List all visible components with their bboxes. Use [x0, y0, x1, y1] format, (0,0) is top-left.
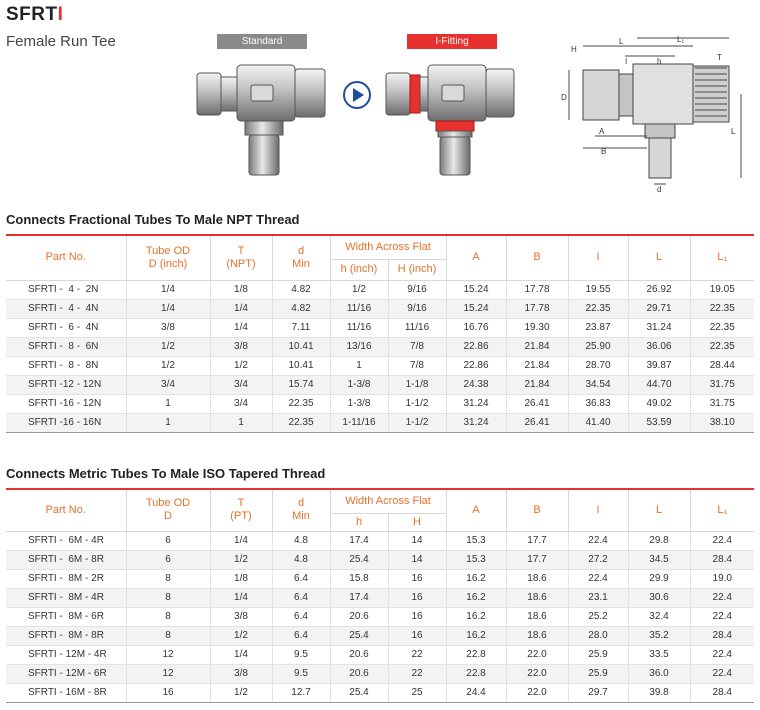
table-cell: 7.11: [272, 318, 330, 337]
col-h-large: H: [388, 513, 446, 531]
table-cell: 17.7: [506, 531, 568, 550]
metric-table: [6, 488, 754, 703]
table-row: [6, 394, 754, 413]
col-d: d Min: [272, 235, 330, 280]
table-cell: 3/4: [210, 375, 272, 394]
table-cell: 25.4: [330, 550, 388, 569]
table-cell: 6: [126, 550, 210, 569]
table-cell: 25: [388, 683, 446, 702]
col-t: T (NPT): [210, 235, 272, 280]
col-i: I: [568, 235, 628, 280]
table-row: [6, 626, 754, 645]
table-cell: 4.82: [272, 299, 330, 318]
table-cell: 11/16: [330, 299, 388, 318]
table-cell: 28.44: [690, 356, 754, 375]
table-cell: 24.4: [446, 683, 506, 702]
table-cell: 22.35: [568, 299, 628, 318]
part-number-cell: SFRTI - 8M - 4R: [6, 588, 126, 607]
table-cell: 1: [126, 394, 210, 413]
table-cell: 1/4: [210, 645, 272, 664]
table-cell: 3/4: [126, 375, 210, 394]
table-cell: 22: [388, 664, 446, 683]
col-tube-od: Tube OD D: [126, 489, 210, 531]
i-fitting-tag: I-Fitting: [407, 34, 497, 49]
part-number-cell: SFRTI - 6 - 4N: [6, 318, 126, 337]
svg-text:d: d: [657, 185, 662, 194]
col-a: A: [446, 235, 506, 280]
table-cell: 9.5: [272, 664, 330, 683]
table-cell: 8: [126, 607, 210, 626]
table-cell: 6.4: [272, 569, 330, 588]
table-cell: 22.8: [446, 664, 506, 683]
table-cell: 7/8: [388, 356, 446, 375]
table-cell: 15.3: [446, 531, 506, 550]
table-cell: 30.6: [628, 588, 690, 607]
col-b: B: [506, 235, 568, 280]
dimension-diagram: [555, 34, 755, 194]
table-row: [6, 683, 754, 702]
table-row: [6, 569, 754, 588]
table-cell: 9/16: [388, 280, 446, 299]
svg-text:h: h: [657, 57, 662, 66]
svg-text:B: B: [601, 147, 607, 156]
table-cell: 25.2: [568, 607, 628, 626]
table-cell: 17.78: [506, 299, 568, 318]
table-cell: 1-1/2: [388, 413, 446, 432]
table-cell: 14: [388, 531, 446, 550]
table-cell: 39.8: [628, 683, 690, 702]
col-part-no: Part No.: [6, 235, 126, 280]
table-row: [6, 550, 754, 569]
table-cell: 3/8: [210, 607, 272, 626]
table-cell: 29.8: [628, 531, 690, 550]
svg-text:T: T: [717, 53, 722, 62]
table-row: [6, 645, 754, 664]
table-cell: 7/8: [388, 337, 446, 356]
product-code: SFRTI: [6, 4, 64, 25]
table-cell: 28.70: [568, 356, 628, 375]
table-cell: 1/8: [210, 280, 272, 299]
table-cell: 34.5: [628, 550, 690, 569]
table-cell: 1/4: [126, 280, 210, 299]
table-cell: 6.4: [272, 626, 330, 645]
table-cell: 4.8: [272, 531, 330, 550]
svg-text:D: D: [561, 93, 567, 102]
col-l: L: [628, 235, 690, 280]
table-cell: 22.4: [690, 588, 754, 607]
table-row: [6, 664, 754, 683]
table-cell: 4.8: [272, 550, 330, 569]
table-cell: 34.54: [568, 375, 628, 394]
part-number-cell: SFRTI -16 - 16N: [6, 413, 126, 432]
table-cell: 29.71: [628, 299, 690, 318]
table-cell: 1: [210, 413, 272, 432]
table-cell: 3/8: [210, 337, 272, 356]
table-row: [6, 337, 754, 356]
table-cell: 22.35: [690, 337, 754, 356]
table-cell: 23.1: [568, 588, 628, 607]
table-cell: 16: [388, 626, 446, 645]
col-b: B: [506, 489, 568, 531]
part-number-cell: SFRTI - 6M - 8R: [6, 550, 126, 569]
fractional-table: [6, 234, 754, 433]
table-cell: 22.86: [446, 356, 506, 375]
table-cell: 1/4: [210, 531, 272, 550]
table-cell: 28.4: [690, 683, 754, 702]
table-row: [6, 318, 754, 337]
table-cell: 11/16: [388, 318, 446, 337]
table-cell: 1-1/2: [388, 394, 446, 413]
table-cell: 15.74: [272, 375, 330, 394]
table-cell: 16: [388, 588, 446, 607]
table-cell: 9/16: [388, 299, 446, 318]
table-cell: 18.6: [506, 607, 568, 626]
table-cell: 16: [388, 569, 446, 588]
part-number-cell: SFRTI - 8M - 6R: [6, 607, 126, 626]
table-cell: 26.41: [506, 394, 568, 413]
table-cell: 6.4: [272, 607, 330, 626]
table-cell: 31.24: [628, 318, 690, 337]
svg-text:L₁: L₁: [677, 35, 685, 44]
table-cell: 13/16: [330, 337, 388, 356]
table-cell: 1-3/8: [330, 375, 388, 394]
table-cell: 22: [388, 645, 446, 664]
table-cell: 1: [126, 413, 210, 432]
table-cell: 25.90: [568, 337, 628, 356]
table-cell: 22.35: [272, 413, 330, 432]
table-cell: 28.4: [690, 550, 754, 569]
part-number-cell: SFRTI - 4 - 4N: [6, 299, 126, 318]
table-cell: 22.8: [446, 645, 506, 664]
table-cell: 16.2: [446, 588, 506, 607]
col-part-no: Part No.: [6, 489, 126, 531]
table-cell: 1/8: [210, 569, 272, 588]
table-cell: 17.7: [506, 550, 568, 569]
table-cell: 1-3/8: [330, 394, 388, 413]
table-cell: 26.41: [506, 413, 568, 432]
table-cell: 12: [126, 664, 210, 683]
table-cell: 28.0: [568, 626, 628, 645]
col-i: I: [568, 489, 628, 531]
part-number-cell: SFRTI - 12M - 6R: [6, 664, 126, 683]
table-cell: 19.05: [690, 280, 754, 299]
table-cell: 16.2: [446, 607, 506, 626]
table-cell: 1/4: [210, 588, 272, 607]
table-cell: 25.4: [330, 683, 388, 702]
table-cell: 1/2: [210, 683, 272, 702]
svg-text:I: I: [625, 57, 628, 66]
table-cell: 24.38: [446, 375, 506, 394]
table-cell: 19.0: [690, 569, 754, 588]
table-cell: 20.6: [330, 645, 388, 664]
col-h-small: h (inch): [330, 259, 388, 280]
table-cell: 1/2: [126, 337, 210, 356]
col-tube-od: Tube OD D (inch): [126, 235, 210, 280]
table-cell: 1/4: [210, 299, 272, 318]
table-cell: 17.4: [330, 531, 388, 550]
table-cell: 22.4: [690, 645, 754, 664]
col-h-small: h: [330, 513, 388, 531]
table-cell: 22.4: [568, 531, 628, 550]
table-cell: 22.4: [568, 569, 628, 588]
table-cell: 22.0: [506, 645, 568, 664]
table-cell: 15.24: [446, 280, 506, 299]
table-row: [6, 531, 754, 550]
table-cell: 18.6: [506, 588, 568, 607]
col-l1: L₁: [690, 489, 754, 531]
svg-text:L: L: [619, 37, 624, 46]
table-cell: 20.6: [330, 664, 388, 683]
table-cell: 10.41: [272, 337, 330, 356]
table-cell: 22.35: [690, 299, 754, 318]
part-number-cell: SFRTI -16 - 12N: [6, 394, 126, 413]
table-row: [6, 356, 754, 375]
table-cell: 26.92: [628, 280, 690, 299]
table-row: [6, 413, 754, 432]
table-cell: 15.3: [446, 550, 506, 569]
table-cell: 29.7: [568, 683, 628, 702]
table-cell: 22.0: [506, 683, 568, 702]
table-cell: 27.2: [568, 550, 628, 569]
table-cell: 6.4: [272, 588, 330, 607]
table-cell: 53.59: [628, 413, 690, 432]
standard-fitting-image: [193, 55, 329, 177]
table-cell: 38.10: [690, 413, 754, 432]
table-cell: 35.2: [628, 626, 690, 645]
table-cell: 1/2: [210, 356, 272, 375]
table-cell: 20.6: [330, 607, 388, 626]
table-row: [6, 588, 754, 607]
table-cell: 1-11/16: [330, 413, 388, 432]
table-cell: 1/2: [210, 550, 272, 569]
part-number-cell: SFRTI - 8M - 8R: [6, 626, 126, 645]
table-cell: 22.35: [272, 394, 330, 413]
table-cell: 11/16: [330, 318, 388, 337]
part-number-cell: SFRTI - 8M - 2R: [6, 569, 126, 588]
table-cell: 3/8: [210, 664, 272, 683]
table-cell: 44.70: [628, 375, 690, 394]
table-cell: 16.76: [446, 318, 506, 337]
table-cell: 29.9: [628, 569, 690, 588]
part-number-cell: SFRTI -12 - 12N: [6, 375, 126, 394]
table-row: [6, 280, 754, 299]
table-cell: 22.4: [690, 607, 754, 626]
table-row: [6, 375, 754, 394]
table-cell: 12.7: [272, 683, 330, 702]
svg-text:A: A: [599, 127, 605, 136]
table-cell: 21.84: [506, 375, 568, 394]
table-cell: 22.4: [690, 531, 754, 550]
table-cell: 32.4: [628, 607, 690, 626]
table-cell: 12: [126, 645, 210, 664]
part-number-cell: SFRTI - 8 - 6N: [6, 337, 126, 356]
table-cell: 1/4: [126, 299, 210, 318]
table-cell: 49.02: [628, 394, 690, 413]
table-row: [6, 299, 754, 318]
col-width-across-flat: Width Across Flat: [330, 489, 446, 513]
col-a: A: [446, 489, 506, 531]
table-cell: 31.75: [690, 375, 754, 394]
col-d: d Min: [272, 489, 330, 531]
table-cell: 16: [388, 607, 446, 626]
table-cell: 3/4: [210, 394, 272, 413]
table-cell: 41.40: [568, 413, 628, 432]
part-number-cell: SFRTI - 16M - 8R: [6, 683, 126, 702]
table-cell: 16.2: [446, 626, 506, 645]
svg-text:L: L: [731, 127, 736, 136]
col-t: T (PT): [210, 489, 272, 531]
part-number-cell: SFRTI - 8 - 8N: [6, 356, 126, 375]
col-l1: L₁: [690, 235, 754, 280]
table-cell: 1/2: [126, 356, 210, 375]
table-cell: 16: [126, 683, 210, 702]
table-cell: 16.2: [446, 569, 506, 588]
table-cell: 15.24: [446, 299, 506, 318]
fractional-table-title: Connects Fractional Tubes To Male NPT Thread: [6, 212, 300, 227]
table-cell: 18.6: [506, 626, 568, 645]
table-cell: 31.24: [446, 394, 506, 413]
table-cell: 1-1/8: [388, 375, 446, 394]
table-cell: 8: [126, 588, 210, 607]
table-cell: 8: [126, 626, 210, 645]
table-cell: 17.78: [506, 280, 568, 299]
metric-table-title: Connects Metric Tubes To Male ISO Tapered Thread: [6, 466, 326, 481]
table-cell: 19.55: [568, 280, 628, 299]
col-width-across-flat: Width Across Flat: [330, 235, 446, 259]
table-cell: 15.8: [330, 569, 388, 588]
table-cell: 1/2: [330, 280, 388, 299]
table-cell: 21.84: [506, 337, 568, 356]
table-cell: 22.0: [506, 664, 568, 683]
table-row: [6, 607, 754, 626]
table-cell: 1/2: [210, 626, 272, 645]
table-cell: 8: [126, 569, 210, 588]
col-h-large: H (inch): [388, 259, 446, 280]
table-cell: 31.75: [690, 394, 754, 413]
table-cell: 1: [330, 356, 388, 375]
table-cell: 33.5: [628, 645, 690, 664]
svg-text:H: H: [571, 45, 577, 54]
standard-tag: Standard: [217, 34, 307, 49]
play-arrow-icon: [343, 81, 371, 109]
part-number-cell: SFRTI - 6M - 4R: [6, 531, 126, 550]
table-cell: 4.82: [272, 280, 330, 299]
part-number-cell: SFRTI - 4 - 2N: [6, 280, 126, 299]
table-cell: 3/8: [126, 318, 210, 337]
table-cell: 23.87: [568, 318, 628, 337]
table-cell: 36.0: [628, 664, 690, 683]
table-cell: 1/4: [210, 318, 272, 337]
table-cell: 25.9: [568, 664, 628, 683]
table-cell: 18.6: [506, 569, 568, 588]
table-cell: 25.4: [330, 626, 388, 645]
table-cell: 36.06: [628, 337, 690, 356]
table-cell: 14: [388, 550, 446, 569]
table-cell: 22.4: [690, 664, 754, 683]
table-cell: 21.84: [506, 356, 568, 375]
table-cell: 6: [126, 531, 210, 550]
part-number-cell: SFRTI - 12M - 4R: [6, 645, 126, 664]
table-cell: 22.35: [690, 318, 754, 337]
table-cell: 17.4: [330, 588, 388, 607]
table-cell: 9.5: [272, 645, 330, 664]
table-cell: 31.24: [446, 413, 506, 432]
i-fitting-image: [382, 55, 518, 177]
table-cell: 36.83: [568, 394, 628, 413]
table-cell: 10.41: [272, 356, 330, 375]
table-cell: 22.86: [446, 337, 506, 356]
table-cell: 25.9: [568, 645, 628, 664]
product-name: Female Run Tee: [6, 33, 116, 50]
table-cell: 19.30: [506, 318, 568, 337]
table-cell: 39.87: [628, 356, 690, 375]
col-l: L: [628, 489, 690, 531]
table-cell: 28.4: [690, 626, 754, 645]
